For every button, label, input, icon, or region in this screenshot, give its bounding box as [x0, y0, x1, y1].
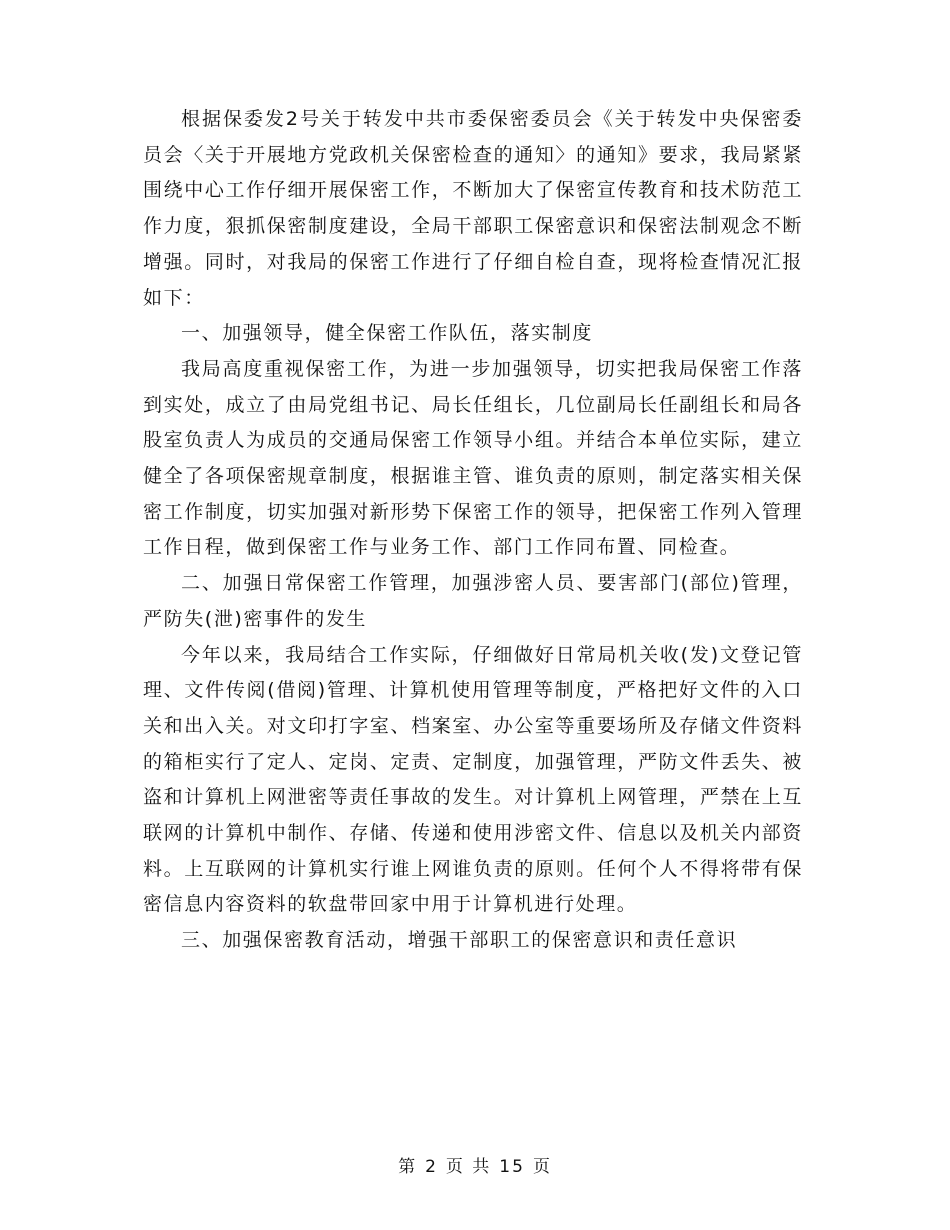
document-body: [143, 102, 803, 959]
section-body-2: 今年以来，我局结合工作实际，仔细做好日常局机关收(发)文登记管理、文件传阅(借阅)管理、计算机使用管理等制度，严格把好文件的入口关和出入关。对文印打字室、档案室、办公室等重要场所及存储文件资料的箱柜实行了定人、定岗、定责、定制度，加强管理，严防文件丢失、被盗和计算机上网泄密等责任事故的发生。对计算机上网管理，严禁在上互联网的计算机中制作、存储、传递和使用涉密文件、信息以及机关内部资料。上互联网的计算机实行谁上网谁负责的原则。任何个人不得将带有保密信息内容资料的软盘带回家中用于计算机进行处理。: [143, 643, 803, 916]
footer-suffix: 页: [532, 1157, 552, 1177]
section-heading-3: 三、加强保密教育活动，增强干部职工的保密意识和责任意识: [181, 929, 738, 952]
section-body-1: 我局高度重视保密工作，为进一步加强领导，切实把我局保密工作落到实处，成立了由局党组书记、局长任组长，几位副局长任副组长和局各股室负责人为成员的交通局保密工作领导小组。并结合本单位实际，建立健全了各项保密规章制度，根据谁主管、谁负责的原则，制定落实相关保密工作制度，切实加强对新形势下保密工作的领导，把保密工作列入管理工作日程，做到保密工作与业务工作、部门工作同布置、同检查。: [143, 357, 803, 559]
footer-middle: 页 共: [445, 1157, 492, 1177]
page-footer: [0, 1152, 950, 1177]
intro-paragraph: 根据保委发2号关于转发中共市委保密委员会《关于转发中央保密委员会〈关于开展地方党政机关保密检查的通知〉的通知》要求，我局紧紧围绕中心工作仔细开展保密工作，不断加大了保密宣传教育和技术防范工作力度，狠抓保密制度建设，全局干部职工保密意识和保密法制观念不断增强。同时，对我局的保密工作进行了仔细自检自查，现将检查情况汇报如下：: [143, 108, 803, 309]
section-heading-2: 二、加强日常保密工作管理，加强涉密人员、要害部门(部位)管理，严防失(泄)密事件的发生: [143, 572, 803, 630]
page-number-current: 2: [425, 1157, 438, 1177]
section-heading-1: 一、加强领导，健全保密工作队伍，落实制度: [181, 322, 594, 345]
footer-prefix: 第: [398, 1157, 418, 1177]
page-number-total: 15: [499, 1157, 525, 1177]
